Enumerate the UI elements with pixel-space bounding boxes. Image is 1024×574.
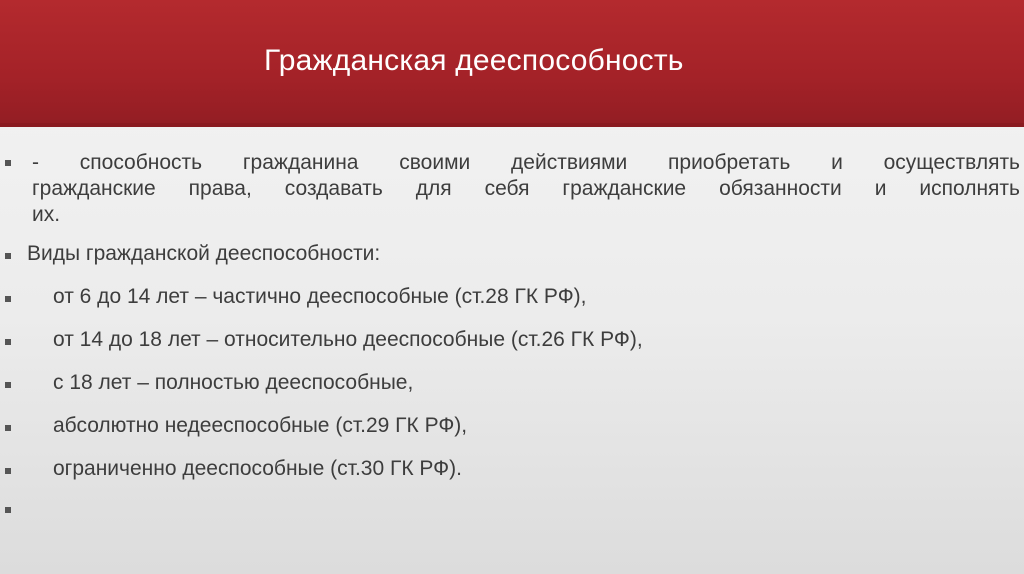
bullet-icon [5, 425, 11, 431]
bullet-icon [5, 339, 11, 345]
types-heading: Виды гражданской дееспособности: [27, 242, 381, 265]
definition-line: - способность гражданина своими действиями приобретать и осуществлять [32, 151, 1020, 174]
bullet-icon [5, 507, 11, 513]
list-item-text: от 14 до 18 лет – относительно дееспособные (ст.26 ГК РФ), [53, 328, 643, 351]
bullet-icon [5, 296, 11, 302]
bullet-icon [5, 468, 11, 474]
bullet-icon [5, 382, 11, 388]
list-item-text: ограниченно дееспособные (ст.30 ГК РФ). [53, 457, 462, 480]
bullet-icon [5, 253, 11, 259]
bullet-icon [5, 160, 11, 166]
slide-title: Гражданская дееспособность [264, 44, 684, 77]
list-item-text: от 6 до 14 лет – частично дееспособные (ст.28 ГК РФ), [53, 285, 587, 308]
definition-line: гражданские права, создавать для себя гражданские обязанности и исполнять [32, 177, 1020, 200]
definition-line: их. [32, 203, 61, 226]
list-item-text: абсолютно недееспособные (ст.29 ГК РФ), [53, 414, 468, 437]
list-item-text: с 18 лет – полностью дееспособные, [53, 371, 414, 394]
definition-text [32, 150, 1020, 228]
title-bar [0, 0, 1024, 127]
